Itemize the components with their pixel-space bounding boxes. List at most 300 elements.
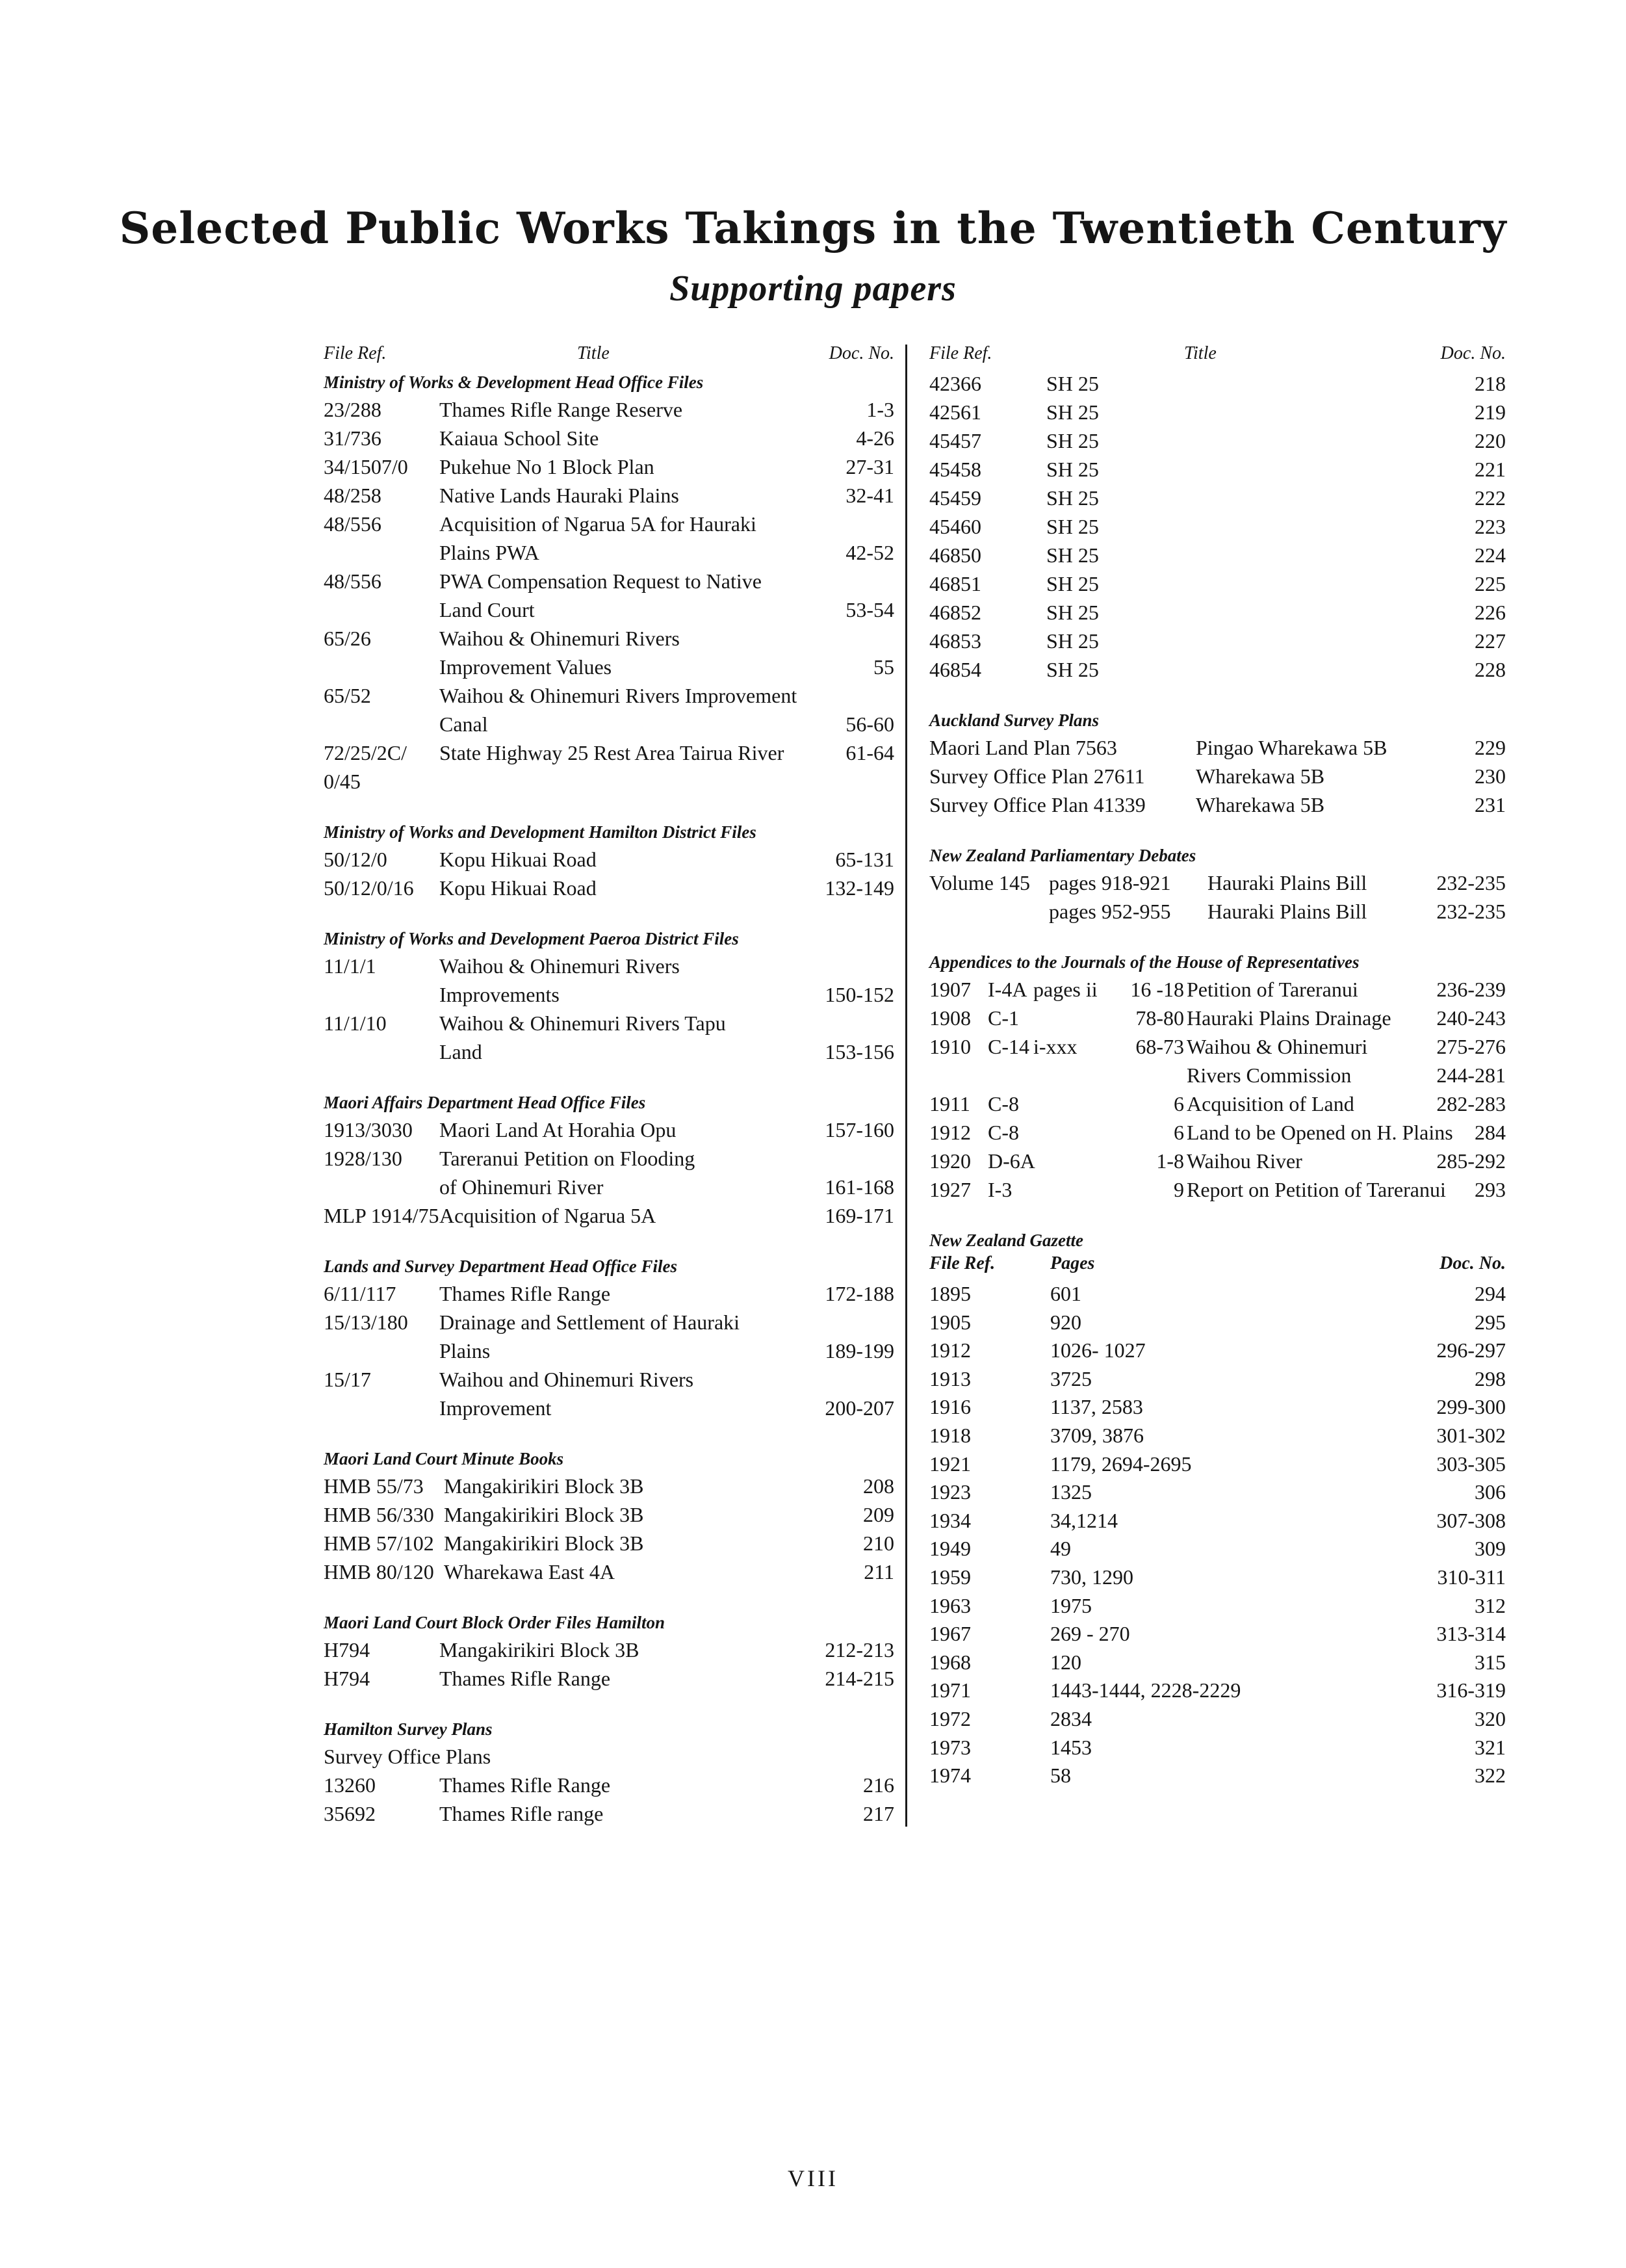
table-row [929,1089,1506,1118]
table-cell: Wharekawa 5B [1196,793,1325,816]
table-cell: 294 [1475,1282,1506,1305]
right-column [929,343,1506,1790]
table-row [929,569,1506,598]
table-cell: 211 [864,1560,894,1584]
table-cell: 244-281 [1436,1063,1506,1087]
table-cell: 226 [1475,601,1506,624]
table-cell: SH 25 [1046,629,1099,653]
table-cell: Thames Rifle Range Reserve [439,398,683,421]
table-cell: 15/13/180 [324,1310,408,1334]
table-cell: 1325 [1050,1480,1092,1504]
table-row [324,681,894,710]
table-row [324,653,894,681]
table-row [929,1175,1506,1204]
table-cell: 1975 [1050,1593,1092,1617]
table-row [324,1500,894,1529]
table-cell: File Ref. [929,1253,996,1273]
table-cell: Hauraki Plains Bill [1207,900,1367,923]
table-cell: 309 [1475,1537,1506,1561]
table-cell: HMB 55/73 [324,1474,424,1498]
table-cell: 45457 [929,429,981,452]
table-cell: 1920 [929,1149,971,1173]
table-cell: 269 - 270 [1050,1622,1130,1646]
table-cell: 230 [1475,764,1506,788]
table-cell: 310-311 [1437,1565,1506,1589]
table-cell: HMB 57/102 [324,1532,434,1555]
table-cell: Mangakirikiri Block 3B [444,1474,644,1498]
table-cell: SH 25 [1046,429,1099,452]
table-cell: 307-308 [1436,1508,1506,1532]
table-row [929,627,1506,655]
table-row [324,481,894,510]
table-cell: Land Court [439,598,535,621]
table-cell: 1918 [929,1423,971,1447]
table-cell: 48/556 [324,569,381,593]
table-cell: SH 25 [1046,658,1099,681]
table-cell: 58 [1050,1764,1071,1788]
table-row [324,1771,894,1799]
table-cell: Thames Rifle Range [439,1773,611,1797]
table-cell: 920 [1050,1310,1081,1334]
table-cell: Doc. No. [829,343,894,363]
section-heading: Appendices to the Journals of the House of Representatives [929,952,1360,972]
table-cell: 229 [1475,736,1506,759]
table-cell: Plains PWA [439,541,539,564]
table-cell: 50/12/0/16 [324,876,414,900]
table-cell: pages 918-921 [1049,871,1171,894]
table-row [324,1308,894,1336]
table-cell: 293 [1475,1178,1506,1201]
table-cell: 189-199 [825,1339,894,1362]
table-cell: i-xxx [1033,1035,1078,1058]
table-row [929,398,1506,426]
table-row [929,1676,1506,1704]
table-cell: 1907 [929,978,971,1001]
table-cell: 68-73 [1135,1035,1184,1058]
table-cell: 45459 [929,486,981,510]
table-row [929,1147,1506,1175]
table-cell: 42561 [929,400,981,424]
table-cell: 1913 [929,1366,971,1390]
table-cell: C-1 [988,1006,1019,1030]
table-cell: 16 -18 [1130,978,1184,1001]
table-cell: 32-41 [845,484,894,507]
table-cell: 45458 [929,458,981,481]
table-cell: 301-302 [1436,1423,1506,1447]
table-cell: 299-300 [1436,1395,1506,1419]
table-row [324,980,894,1009]
page-number: VIII [788,2165,838,2191]
table-cell: 1911 [929,1092,970,1115]
table-cell: 1179, 2694-2695 [1050,1452,1192,1476]
table-cell: Pages [1050,1253,1095,1273]
table-cell: 1-3 [866,398,894,421]
section-subheading: Survey Office Plans [324,1745,491,1768]
table-cell: 236-239 [1436,978,1506,1001]
table-cell: 4-26 [856,426,894,450]
table-row [929,1308,1506,1336]
section-heading: Maori Land Court Block Order Files Hamilton [324,1613,665,1632]
table-row [324,1037,894,1066]
table-cell: 6/11/117 [324,1282,396,1305]
table-cell: 228 [1475,658,1506,681]
table-cell: 45460 [929,515,981,538]
table-row [929,1364,1506,1393]
table-cell: 209 [863,1503,894,1526]
table-cell: 1963 [929,1593,971,1617]
table-cell: 46852 [929,601,981,624]
table-cell: Petition of Tareranui [1187,978,1358,1001]
table-cell: SH 25 [1046,486,1099,510]
table-cell: 46854 [929,658,981,681]
table-cell: Thames Rifle range [439,1802,604,1825]
table-cell: 1912 [929,1121,971,1144]
table-row [324,1009,894,1037]
table-cell: 227 [1475,629,1506,653]
table-row [929,1534,1506,1563]
table-cell: 218 [1475,372,1506,395]
table-cell: 61-64 [845,741,894,764]
left-column [324,343,894,1828]
table-cell: 55 [873,655,894,679]
table-row [929,1506,1506,1535]
table-cell: Kopu Hikuai Road [439,848,597,871]
table-cell: 27-31 [845,455,894,478]
table-row [929,1032,1506,1061]
table-row [929,1619,1506,1648]
section-heading: Auckland Survey Plans [929,710,1100,730]
table-cell: Title [1184,343,1217,363]
table-row [324,710,894,738]
table-cell: 212-213 [825,1638,894,1662]
table-cell: 48/556 [324,512,381,536]
table-row [929,1478,1506,1506]
table-cell: 1905 [929,1310,971,1334]
table-row [324,738,894,767]
table-cell: 1137, 2583 [1050,1395,1143,1419]
table-cell: Canal [439,712,488,736]
table-row [324,1173,894,1201]
table-cell: Tareranui Petition on Flooding [439,1147,695,1170]
table-cell: PWA Compensation Request to Native [439,569,762,593]
table-cell: Waihou & Ohinemuri Rivers [439,627,680,650]
section-heading: Lands and Survey Department Head Office Files [324,1257,677,1276]
table-cell: 15/17 [324,1368,371,1391]
table-cell: H794 [324,1638,370,1662]
table-cell: 240-243 [1436,1006,1506,1030]
table-cell: 208 [863,1474,894,1498]
table-cell: 34,1214 [1050,1508,1118,1532]
table-cell: 225 [1475,572,1506,595]
table-cell: 1959 [929,1565,971,1589]
table-cell: 150-152 [825,983,894,1006]
table-cell: 1453 [1050,1735,1092,1759]
table-cell: 1912 [929,1338,971,1362]
table-cell: 6 [1174,1092,1184,1115]
table-cell: 1921 [929,1452,971,1476]
table-cell: 284 [1475,1121,1506,1144]
table-row [929,1004,1506,1032]
table-cell: 1949 [929,1537,971,1561]
page-subtitle: Supporting papers [669,268,957,309]
table-cell: I-4A [988,978,1027,1001]
table-cell: File Ref. [324,343,387,363]
table-row [324,1365,894,1394]
table-cell: SH 25 [1046,458,1099,481]
table-cell: Maori Land Plan 7563 [929,736,1117,759]
table-row [929,1450,1506,1478]
table-cell: Acquisition of Land [1187,1092,1354,1115]
table-cell: Pingao Wharekawa 5B [1196,736,1387,759]
table-cell: 172-188 [825,1282,894,1305]
table-header [929,343,1506,369]
table-cell: 601 [1050,1282,1081,1305]
table-cell: 11/1/1 [324,954,376,978]
table-cell: Acquisition of Ngarua 5A [439,1204,656,1227]
table-header [929,1253,1506,1279]
table-cell: 65/26 [324,627,371,650]
table-row [324,845,894,874]
table-cell: 1927 [929,1178,971,1201]
table-cell: 275-276 [1436,1035,1506,1058]
table-cell: Survey Office Plan 41339 [929,793,1146,816]
table-row [324,1336,894,1365]
table-cell: Waihou River [1187,1149,1302,1173]
table-cell: 1974 [929,1764,971,1788]
table-cell: Title [577,343,610,363]
table-cell: 1026- 1027 [1050,1338,1146,1362]
table-cell: Pukehue No 1 Block Plan [439,455,654,478]
table-cell: 1967 [929,1622,971,1646]
table-row [929,455,1506,484]
table-row [324,1636,894,1664]
table-cell: State Highway 25 Rest Area Tairua River [439,741,784,764]
table-cell: C-8 [988,1092,1019,1115]
table-cell: 303-305 [1436,1452,1506,1476]
table-row [929,655,1506,684]
table-row [929,1591,1506,1620]
table-cell: Improvement [439,1396,552,1420]
table-row [324,567,894,595]
table-row [929,1279,1506,1308]
table-cell: Mangakirikiri Block 3B [439,1638,639,1662]
table-cell: 224 [1475,543,1506,567]
section-heading: Ministry of Works & Development Head Office Files [324,372,704,392]
table-cell: 315 [1475,1650,1506,1674]
table-cell: Survey Office Plan 27611 [929,764,1145,788]
table-row [324,1472,894,1500]
table-cell: Thames Rifle Range [439,1667,611,1690]
table-cell: 285-292 [1436,1149,1506,1173]
table-cell: C-8 [988,1121,1019,1144]
table-row [929,897,1506,926]
table-row [324,1144,894,1173]
table-cell: Hauraki Plains Drainage [1187,1006,1391,1030]
table-header [324,343,894,369]
table-cell: 1895 [929,1282,971,1305]
table-row [324,1201,894,1230]
table-cell: 221 [1475,458,1506,481]
table-cell: 1928/130 [324,1147,402,1170]
table-cell: 217 [863,1802,894,1825]
table-cell: Maori Land At Horahia Opu [439,1118,677,1141]
table-cell: 23/288 [324,398,381,421]
table-cell: 2834 [1050,1706,1092,1730]
table-cell: 1910 [929,1035,971,1058]
table-cell: 296-297 [1436,1338,1506,1362]
table-row [929,598,1506,627]
table-cell: HMB 80/120 [324,1560,434,1584]
table-row [324,424,894,452]
table-cell: 34/1507/0 [324,455,408,478]
table-row [324,1529,894,1558]
table-cell: 3725 [1050,1366,1092,1390]
table-cell: 153-156 [825,1040,894,1063]
table-cell: 56-60 [845,712,894,736]
table-cell: 232-235 [1436,900,1506,923]
table-cell: Wharekawa East 4A [444,1560,615,1584]
table-cell: 1968 [929,1650,971,1674]
table-cell: 219 [1475,400,1506,424]
table-cell: Hauraki Plains Bill [1207,871,1367,894]
section-heading: Hamilton Survey Plans [324,1719,493,1739]
table-cell: 161-168 [825,1175,894,1199]
table-cell: Improvement Values [439,655,612,679]
table-row [929,541,1506,569]
table-row [929,369,1506,398]
table-cell: 31/736 [324,426,381,450]
table-cell: 316-319 [1436,1678,1506,1702]
table-cell: Doc. No. [1439,1253,1506,1273]
table-cell: of Ohinemuri River [439,1175,604,1199]
table-cell: 295 [1475,1310,1506,1334]
table-row [929,1336,1506,1364]
table-cell: 49 [1050,1537,1071,1561]
table-row [324,538,894,567]
table-cell: 13260 [324,1773,376,1797]
table-row [324,1799,894,1828]
table-cell: pages 952-955 [1049,900,1171,923]
table-row [929,1392,1506,1421]
table-row [929,1761,1506,1790]
table-cell: 306 [1475,1480,1506,1504]
table-row [324,767,894,796]
table-cell: 50/12/0 [324,848,387,871]
table-cell: Waihou & Ohinemuri Rivers Improvement [439,684,797,707]
table-cell: 65-131 [835,848,894,871]
table-cell: SH 25 [1046,572,1099,595]
table-cell: 216 [863,1773,894,1797]
table-cell: Report on Petition of Tareranui [1187,1178,1446,1201]
table-cell: 220 [1475,429,1506,452]
table-cell: 157-160 [825,1118,894,1141]
table-cell: Waihou & Ohinemuri [1187,1035,1368,1058]
table-cell: Waihou & Ohinemuri Rivers Tapu [439,1011,726,1035]
table-cell: C-14 [988,1035,1029,1058]
table-row [324,1558,894,1586]
table-cell: 214-215 [825,1667,894,1690]
table-cell: 46851 [929,572,981,595]
table-cell: 730, 1290 [1050,1565,1133,1589]
table-row [324,395,894,424]
table-cell: 322 [1475,1764,1506,1788]
table-cell: 11/1/10 [324,1011,387,1035]
table-cell: SH 25 [1046,601,1099,624]
table-cell: SH 25 [1046,400,1099,424]
table-cell: Volume 145 [929,871,1030,894]
table-cell: Waihou & Ohinemuri Rivers [439,954,680,978]
table-cell: 1916 [929,1395,971,1419]
table-cell: Waihou and Ohinemuri Rivers [439,1368,694,1391]
section-heading: New Zealand Gazette [929,1231,1083,1250]
table-cell: Thames Rifle Range [439,1282,611,1305]
table-cell: 9 [1174,1178,1184,1201]
table-row [929,733,1506,762]
table-cell: 46853 [929,629,981,653]
table-cell: pages ii [1033,978,1098,1001]
table-cell: 48/258 [324,484,381,507]
table-row [929,868,1506,897]
table-cell: 200-207 [825,1396,894,1420]
page-title: Selected Public Works Takings in the Twentieth Century [119,203,1507,254]
table-row [929,975,1506,1004]
table-row [324,1394,894,1422]
section-heading: New Zealand Parliamentary Debates [929,846,1196,865]
table-cell: Acquisition of Ngarua 5A for Hauraki [439,512,756,536]
table-cell: H794 [324,1667,370,1690]
table-cell: Mangakirikiri Block 3B [444,1503,644,1526]
table-row [929,1648,1506,1676]
table-cell: 1934 [929,1508,971,1532]
table-cell: 169-171 [825,1204,894,1227]
table-cell: 282-283 [1436,1092,1506,1115]
table-cell: Doc. No. [1440,343,1506,363]
table-cell: 53-54 [845,598,894,621]
table-row [929,512,1506,541]
section-heading: Ministry of Works and Development Paeroa District Files [324,929,739,948]
table-cell: 46850 [929,543,981,567]
table-cell: 1908 [929,1006,971,1030]
table-row [929,1421,1506,1450]
table-cell: 1443-1444, 2228-2229 [1050,1678,1241,1702]
table-row [324,1115,894,1144]
table-row [929,1733,1506,1762]
table-cell: 120 [1050,1650,1081,1674]
table-cell: Land to be Opened on H. Plains [1187,1121,1453,1144]
table-cell: 210 [863,1532,894,1555]
table-cell: Mangakirikiri Block 3B [444,1532,644,1555]
table-cell: Improvements [439,983,560,1006]
table-row [324,595,894,624]
table-cell: SH 25 [1046,515,1099,538]
table-cell: 232-235 [1436,871,1506,894]
table-cell: 231 [1475,793,1506,816]
table-row [324,874,894,902]
table-row [929,1061,1506,1089]
table-cell: 222 [1475,486,1506,510]
table-cell: 3709, 3876 [1050,1423,1144,1447]
table-cell: SH 25 [1046,372,1099,395]
table-cell: 42366 [929,372,981,395]
table-row [324,624,894,653]
table-cell: Plains [439,1339,491,1362]
table-row [929,1563,1506,1591]
section-heading: Maori Land Court Minute Books [324,1449,564,1468]
table-cell: 0/45 [324,770,361,793]
table-cell: Kaiaua School Site [439,426,599,450]
table-cell: SH 25 [1046,543,1099,567]
table-cell: 78-80 [1135,1006,1184,1030]
